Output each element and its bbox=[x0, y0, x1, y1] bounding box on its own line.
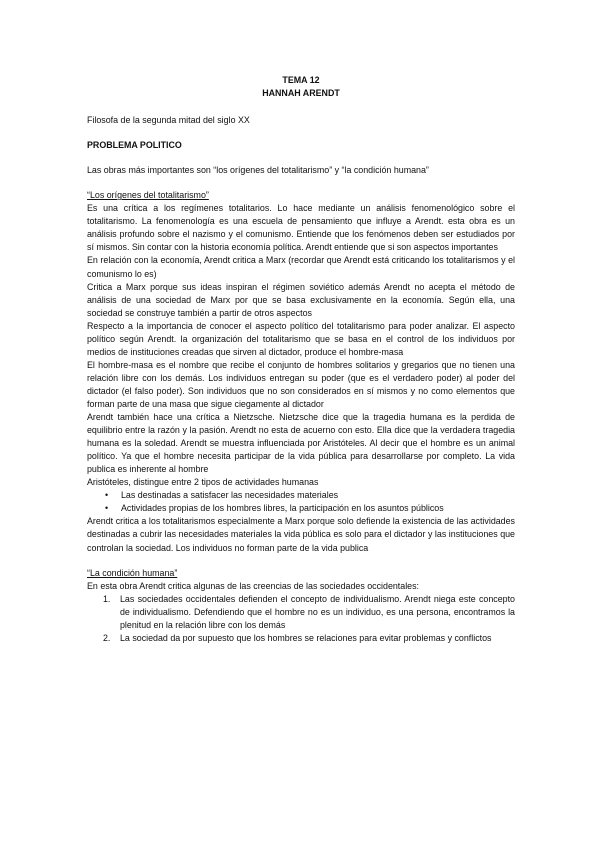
paragraph: En relación con la economía, Arendt critica a Marx (recordar que Arendt está criticando los totalitarismos y el comunismo lo es) bbox=[87, 255, 515, 279]
topic-title: TEMA 12 bbox=[282, 75, 320, 85]
bullet-item: • Actividades propias de los hombres libres, la participación en los asuntos públicos bbox=[87, 502, 515, 515]
section2-title: “La condición humana” bbox=[87, 567, 178, 578]
bullet-item: • Las destinadas a satisfacer las necesidades materiales bbox=[87, 489, 515, 502]
numbered-list bbox=[87, 593, 515, 645]
list-number: 2. bbox=[103, 632, 111, 643]
paragraph: El hombre-masa es el nombre que recibe el conjunto de hombres solitarios y gregarios que no tienen una relación libre con los demás. Los individuos entregan su poder (que es el verdadero poder) al poder del dictador (el falso poder). Son individuos que no son considerados en sí mismos y no como elementos que forman parte de una masa que sigue ciegamente al dictador bbox=[87, 359, 515, 409]
list-item bbox=[87, 593, 515, 632]
paragraph: Arendt también hace una crítica a Nietzsche. Nietzsche dice que la tragedia humana es la perdida de equilibrio entre la razón y la pasión. Arendt no esta de acuerno con esto. Ella dice que la verdadera tragedia humana es la soledad. Arendt se muestra influenciada por Aristóteles. Al decir que el hombre es un animal político. Ya que el hombre necesita participar de la vida pública para desarrollarse por completo. La vida publica es inherente al hombre bbox=[87, 412, 515, 475]
paragraph: En esta obra Arendt critica algunas de las creencias de las sociedades occidentales: bbox=[87, 580, 420, 591]
paragraph: Es una crítica a los regímenes totalitarios. Lo hace mediante un análisis fenomenológico sobre el totalitarismo. La fenomenología es una escuela de pensamiento que influye a Arendt. esta obra es un análisis profundo sobre el nazismo y el comunismo. Entiende que los fenómenos deben ser estudiados por sí mismos. Sin contar con la historia economía política. Arendt entiende que si son aspectos importantes bbox=[87, 203, 515, 253]
author-title: HANNAH ARENDT bbox=[262, 88, 340, 99]
bullet-list bbox=[87, 489, 515, 515]
list-text: La sociedad da por supuesto que los hombres se relaciones para evitar problemas y conflictos bbox=[120, 632, 492, 643]
paragraph: Arendt critica a los totalitarismos especialmente a Marx porque solo defiende la existencia de las actividades destinadas a cubrir las necesidades materiales la vida pública es solo para el dictador y las instituciones que controlan la sociedad. Los individuos no forman parte de la vida publica bbox=[87, 516, 515, 553]
list-number: 1. bbox=[103, 593, 111, 604]
section-heading: PROBLEMA POLITICO bbox=[87, 140, 182, 151]
intro-paragraph: Las obras más importantes son “los orígenes del totalitarismo” y “la condición humana” bbox=[87, 165, 429, 176]
paragraph: Respecto a la importancia de conocer el aspecto político del totalitarismo para poder analizar. El aspecto político según Arendt. la organización del totalitarismo que se basa en el control de los individuos por medios de instituciones creadas que sirven al dictador, produce el hombre-masa bbox=[87, 320, 515, 357]
paragraph: Aristóteles, distingue entre 2 tipos de actividades humanas bbox=[87, 477, 319, 488]
document-page bbox=[87, 74, 515, 645]
list-item bbox=[87, 632, 515, 645]
subtitle: Filosofa de la segunda mitad del siglo XX bbox=[87, 115, 250, 126]
section1-title: “Los orígenes del totalitarismo” bbox=[87, 190, 209, 201]
paragraph: Critica a Marx porque sus ideas inspiran el régimen soviético además Arendt no acepta el método de análisis de una sociedad de Marx por que se basa exclusivamente en la economía. Según ella, una sociedad se construye también a partir de otros aspectos bbox=[87, 281, 515, 318]
list-text: Las sociedades occidentales defienden el concepto de individualismo. Arendt niega este concepto de individualismo. Defendiendo que el hombre no es un individuo, es una persona, encontramos la plenitud en la relación libre con los demás bbox=[120, 593, 515, 630]
